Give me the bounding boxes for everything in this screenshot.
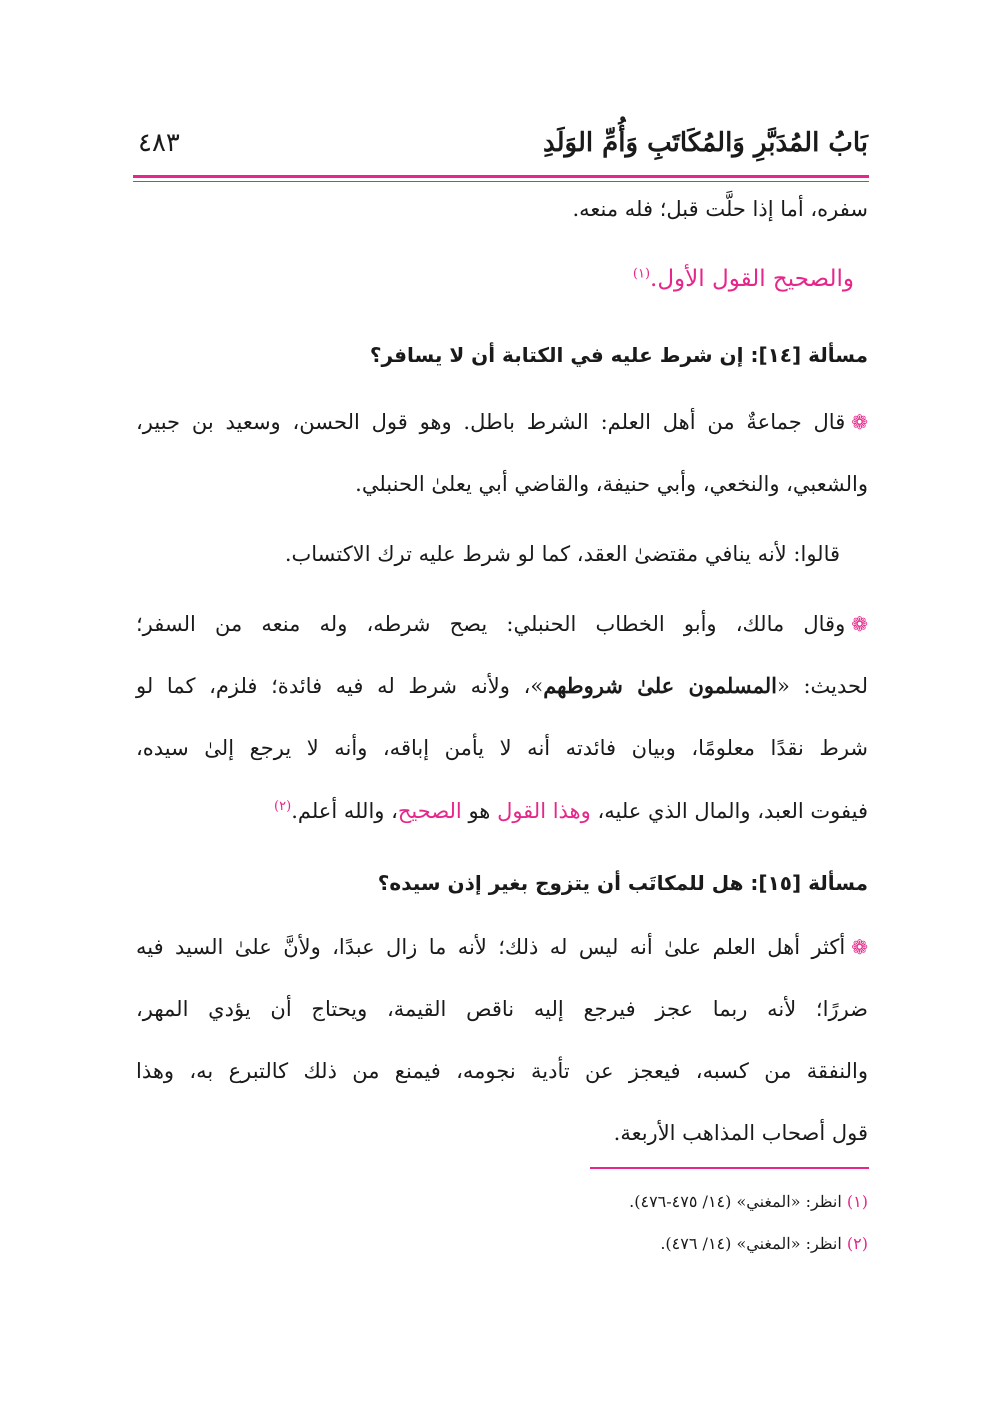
text-span: ضررًا؛ لأنه ربما عجز فيرجع إليه ناقص القيمة، ويحتاج أن يؤدي المهر، <box>136 997 868 1021</box>
text-line <box>136 935 868 960</box>
flower-icon: ❁ <box>851 612 868 636</box>
hadith-text: المسلمون علىٰ شروطهم <box>543 673 777 698</box>
text-span: أكثر أهل العلم علىٰ أنه ليس له ذلك؛ لأنه ما زال عبدًا، ولأنَّ علىٰ السيد فيه <box>136 935 846 959</box>
text-line <box>136 1121 868 1146</box>
footnote-2 <box>660 1234 868 1253</box>
flower-icon: ❁ <box>851 410 868 434</box>
text-line <box>136 410 868 435</box>
footnote-number: (١) <box>846 1192 868 1211</box>
text-span: هو <box>461 799 498 823</box>
text-span: ، والله أعلم. <box>291 799 398 823</box>
text-line <box>136 1059 868 1084</box>
text-line <box>136 612 868 637</box>
text-span: والنفقة من كسبه، فيعجز عن تأدية نجومه، فيمنع من ذلك كالتبرع به، وهذا <box>136 1059 868 1083</box>
text-span: قال جماعةٌ من أهل العلم: الشرط باطل. وهو قول الحسن، وسعيد بن جبير، <box>136 410 846 434</box>
text-line <box>136 736 868 761</box>
highlight-text: وهذا القول <box>497 799 591 823</box>
text-span: قول أصحاب المذاهب الأربعة. <box>613 1121 868 1145</box>
text-span: لحديث: « <box>776 674 868 698</box>
page-number: ٤٨٣ <box>138 128 180 158</box>
footnote-text: انظر: «المغني» (١٤/ ٤٧٦). <box>660 1234 842 1253</box>
text-line <box>136 799 868 824</box>
text-span: والصحيح القول الأول. <box>650 266 854 292</box>
highlight-text: الصحيح <box>397 799 462 823</box>
text-span: وقال مالك، وأبو الخطاب الحنبلي: يصح شرطه، وله منعه من السفر؛ <box>136 612 846 636</box>
header-rule-thin <box>133 181 869 182</box>
text-line <box>136 472 868 497</box>
text-span: قالوا: لأنه ينافي مقتضىٰ العقد، كما لو شرط عليه ترك الاكتساب. <box>284 542 840 566</box>
chapter-title: بَابُ المُدَبَّرِ وَالمُكَاتَبِ وَأُمِّ الوَلَدِ <box>542 128 868 158</box>
text-span: والشعبي، والنخعي، وأبي حنيفة، والقاضي أبي يعلىٰ الحنبلي. <box>355 472 868 496</box>
footnote-separator <box>590 1167 869 1169</box>
issue-heading-15 <box>136 871 868 895</box>
text-line <box>136 542 840 567</box>
header-rule-thick <box>133 175 869 178</box>
footnote-ref: (٢) <box>274 799 292 814</box>
heading-text: مسألة [١٥]: هل للمكاتَب أن يتزوج بغير إذن سيده؟ <box>377 871 868 895</box>
footnote-ref: (١) <box>632 266 651 282</box>
text-line <box>136 197 868 222</box>
footnote-text: انظر: «المغني» (١٤/ ٤٧٥-٤٧٦). <box>629 1192 842 1211</box>
text-span: سفره، أما إذا حلَّت قبل؛ فله منعه. <box>572 197 868 221</box>
text-span: »، ولأنه شرط له فيه فائدة؛ فلزم، كما لو <box>136 674 544 698</box>
flower-icon: ❁ <box>851 935 868 959</box>
text-line <box>136 673 868 699</box>
footnote-1 <box>629 1192 868 1211</box>
issue-heading-14 <box>136 343 868 367</box>
text-line <box>136 997 868 1022</box>
preferred-opinion-line <box>136 266 854 294</box>
text-span: شرط نقدًا معلومًا، وبيان فائدته أنه لا يأمن إباقه، وأنه لا يرجع إلىٰ سيده، <box>136 736 868 760</box>
text-span: فيفوت العبد، والمال الذي عليه، <box>590 799 868 823</box>
footnote-number: (٢) <box>846 1234 868 1253</box>
heading-text: مسألة [١٤]: إن شرط عليه في الكتابة أن لا يسافر؟ <box>369 343 868 367</box>
